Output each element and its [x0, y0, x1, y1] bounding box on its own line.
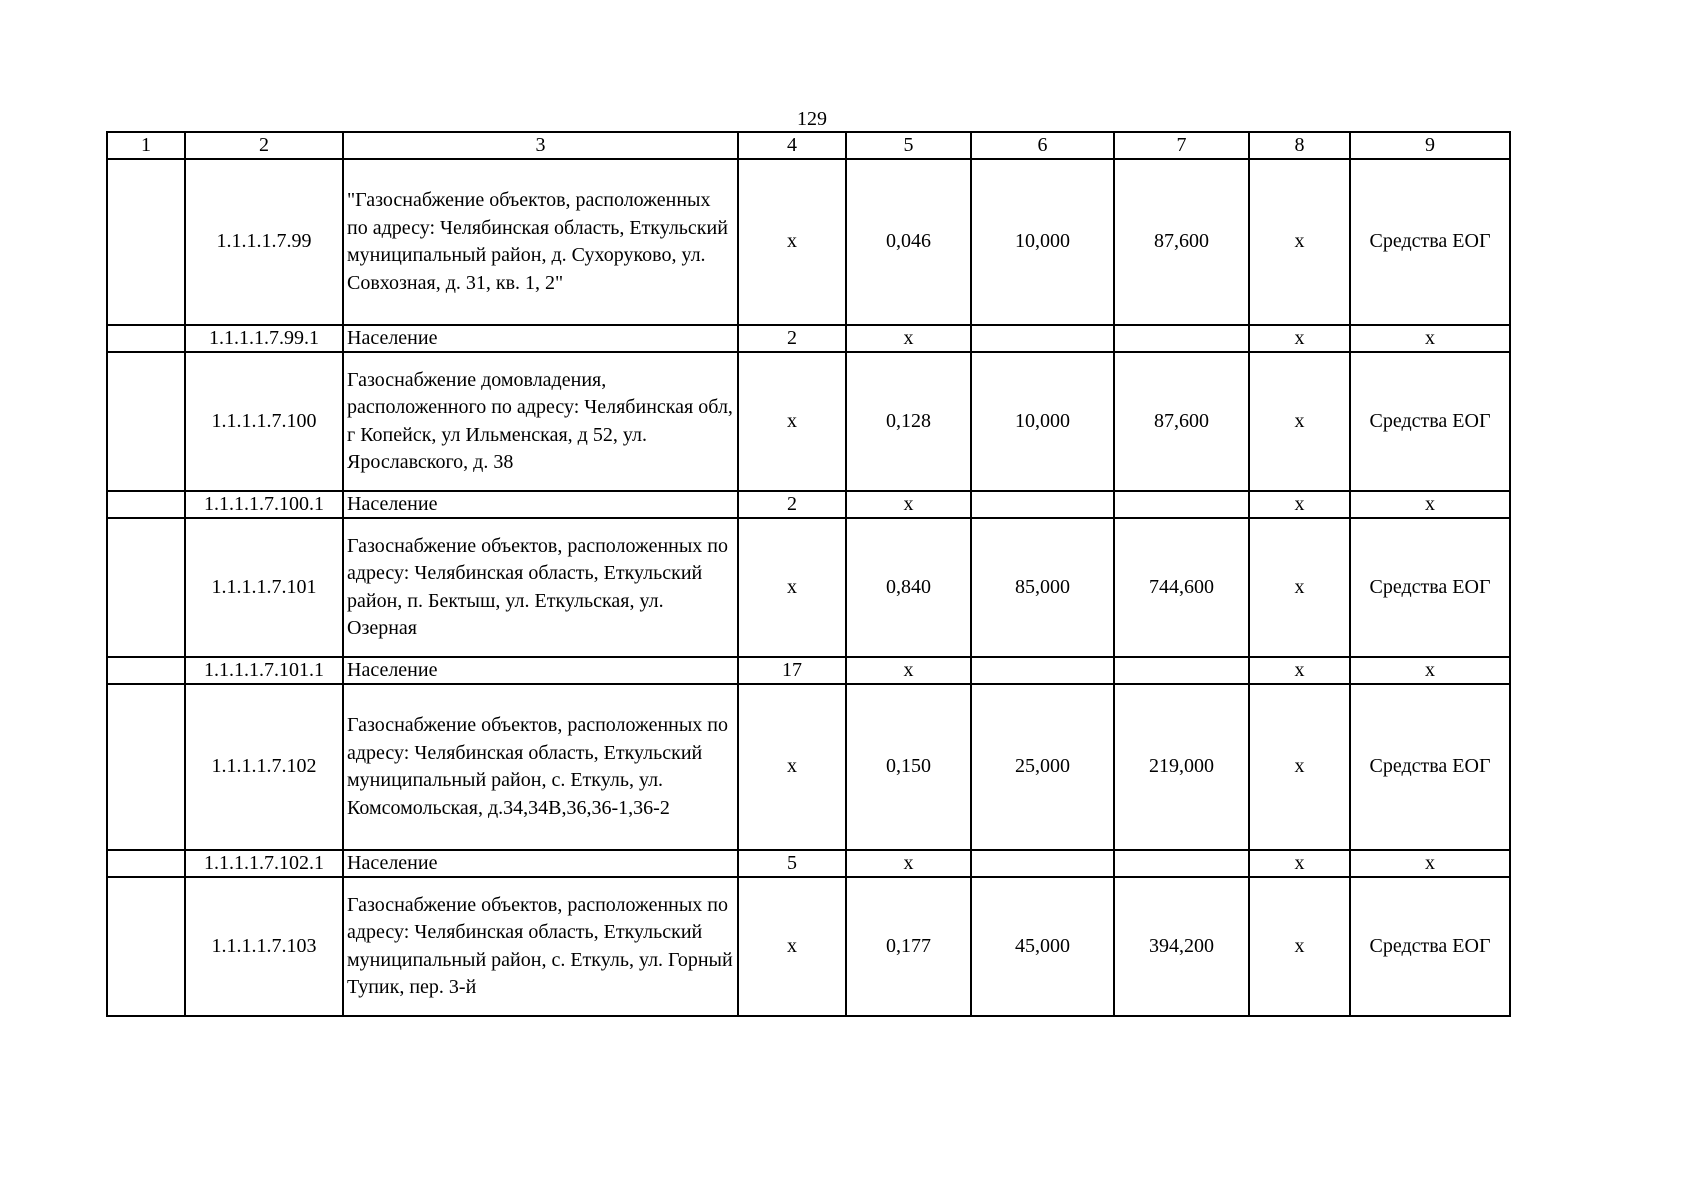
cell-col4: х: [738, 159, 846, 325]
cell-funding-source: Средства ЕОГ: [1350, 518, 1510, 657]
table-row-object: [107, 684, 1510, 850]
cell-code: 1.1.1.1.7.101: [185, 518, 343, 657]
cell-col7: [1114, 491, 1249, 518]
cell-col4: х: [738, 877, 846, 1016]
table-body: [107, 132, 1510, 1016]
cell-description: Газоснабжение домовладения, расположенного по адресу: Челябинская обл, г Копейск, ул Ильменская, д 52, ул. Ярославского, д. 38: [343, 352, 738, 491]
column-header: 1: [107, 132, 185, 159]
column-header: 4: [738, 132, 846, 159]
cell-col5: х: [846, 325, 971, 352]
cell-number: [107, 325, 185, 352]
cell-col6: [971, 850, 1114, 877]
cell-col6: [971, 491, 1114, 518]
cell-col6: 85,000: [971, 518, 1114, 657]
cell-funding-source: х: [1350, 325, 1510, 352]
cell-code: 1.1.1.1.7.102.1: [185, 850, 343, 877]
cell-code: 1.1.1.1.7.102: [185, 684, 343, 850]
cell-description: Газоснабжение объектов, расположенных по адресу: Челябинская область, Еткульский муниципальный район, с. Еткуль, ул. Горный Тупик, пер. 3-й: [343, 877, 738, 1016]
cell-col4: 2: [738, 325, 846, 352]
column-header: 7: [1114, 132, 1249, 159]
table-row-population: [107, 850, 1510, 877]
cell-col4: 2: [738, 491, 846, 518]
cell-col5: х: [846, 491, 971, 518]
cell-description: Газоснабжение объектов, расположенных по адресу: Челябинская область, Еткульский муниципальный район, с. Еткуль, ул. Комсомольская, д.34,34В,36,36-1,36-2: [343, 684, 738, 850]
cell-code: 1.1.1.1.7.101.1: [185, 657, 343, 684]
cell-col8: х: [1249, 352, 1350, 491]
cell-col5: 0,046: [846, 159, 971, 325]
cell-description: Газоснабжение объектов, расположенных по адресу: Челябинская область, Еткульский район, п. Бектыш, ул. Еткульская, ул. Озерная: [343, 518, 738, 657]
cell-col4: х: [738, 352, 846, 491]
cell-code: 1.1.1.1.7.99.1: [185, 325, 343, 352]
cell-col6: 10,000: [971, 159, 1114, 325]
cell-code: 1.1.1.1.7.100: [185, 352, 343, 491]
table-header-row: [107, 132, 1510, 159]
cell-col7: [1114, 657, 1249, 684]
cell-funding-source: х: [1350, 850, 1510, 877]
table-row-population: [107, 325, 1510, 352]
cell-number: [107, 877, 185, 1016]
table-row-population: [107, 657, 1510, 684]
cell-col8: х: [1249, 850, 1350, 877]
cell-number: [107, 352, 185, 491]
cell-number: [107, 491, 185, 518]
table-row-population: [107, 491, 1510, 518]
column-header: 8: [1249, 132, 1350, 159]
cell-code: 1.1.1.1.7.99: [185, 159, 343, 325]
cell-number: [107, 850, 185, 877]
cell-col4: х: [738, 518, 846, 657]
cell-col6: 10,000: [971, 352, 1114, 491]
cell-col7: 219,000: [1114, 684, 1249, 850]
cell-funding-source: х: [1350, 657, 1510, 684]
cell-col5: 0,150: [846, 684, 971, 850]
cell-col6: 25,000: [971, 684, 1114, 850]
cell-col5: х: [846, 657, 971, 684]
column-header: 9: [1350, 132, 1510, 159]
data-table: [106, 131, 1511, 1017]
cell-col4: 5: [738, 850, 846, 877]
cell-col8: х: [1249, 877, 1350, 1016]
column-header: 2: [185, 132, 343, 159]
cell-col8: х: [1249, 518, 1350, 657]
cell-col5: 0,840: [846, 518, 971, 657]
cell-code: 1.1.1.1.7.103: [185, 877, 343, 1016]
cell-number: [107, 518, 185, 657]
table-row-object: [107, 877, 1510, 1016]
column-header: 5: [846, 132, 971, 159]
table-row-object: [107, 352, 1510, 491]
cell-funding-source: Средства ЕОГ: [1350, 159, 1510, 325]
cell-col5: х: [846, 850, 971, 877]
cell-col8: х: [1249, 159, 1350, 325]
cell-number: [107, 657, 185, 684]
cell-col8: х: [1249, 684, 1350, 850]
cell-funding-source: Средства ЕОГ: [1350, 877, 1510, 1016]
cell-col5: 0,177: [846, 877, 971, 1016]
cell-funding-source: Средства ЕОГ: [1350, 684, 1510, 850]
cell-description: Население: [343, 657, 738, 684]
cell-col6: [971, 325, 1114, 352]
column-header: 3: [343, 132, 738, 159]
cell-number: [107, 684, 185, 850]
cell-col7: 394,200: [1114, 877, 1249, 1016]
page-number: 129: [797, 108, 827, 130]
table-row-object: [107, 159, 1510, 325]
cell-col5: 0,128: [846, 352, 971, 491]
cell-col8: х: [1249, 491, 1350, 518]
cell-col8: х: [1249, 325, 1350, 352]
table-row-object: [107, 518, 1510, 657]
cell-col7: [1114, 325, 1249, 352]
cell-col8: х: [1249, 657, 1350, 684]
cell-description: Население: [343, 850, 738, 877]
cell-description: Население: [343, 325, 738, 352]
cell-funding-source: х: [1350, 491, 1510, 518]
cell-col7: 87,600: [1114, 159, 1249, 325]
cell-number: [107, 159, 185, 325]
cell-col4: х: [738, 684, 846, 850]
cell-description: Население: [343, 491, 738, 518]
cell-code: 1.1.1.1.7.100.1: [185, 491, 343, 518]
cell-col4: 17: [738, 657, 846, 684]
column-header: 6: [971, 132, 1114, 159]
cell-col6: 45,000: [971, 877, 1114, 1016]
cell-description: "Газоснабжение объектов, расположенных по адресу: Челябинская область, Еткульский муниципальный район, д. Сухоруково, ул. Совхозная, д. 31, кв. 1, 2": [343, 159, 738, 325]
cell-col7: 744,600: [1114, 518, 1249, 657]
cell-funding-source: Средства ЕОГ: [1350, 352, 1510, 491]
cell-col7: [1114, 850, 1249, 877]
cell-col7: 87,600: [1114, 352, 1249, 491]
cell-col6: [971, 657, 1114, 684]
